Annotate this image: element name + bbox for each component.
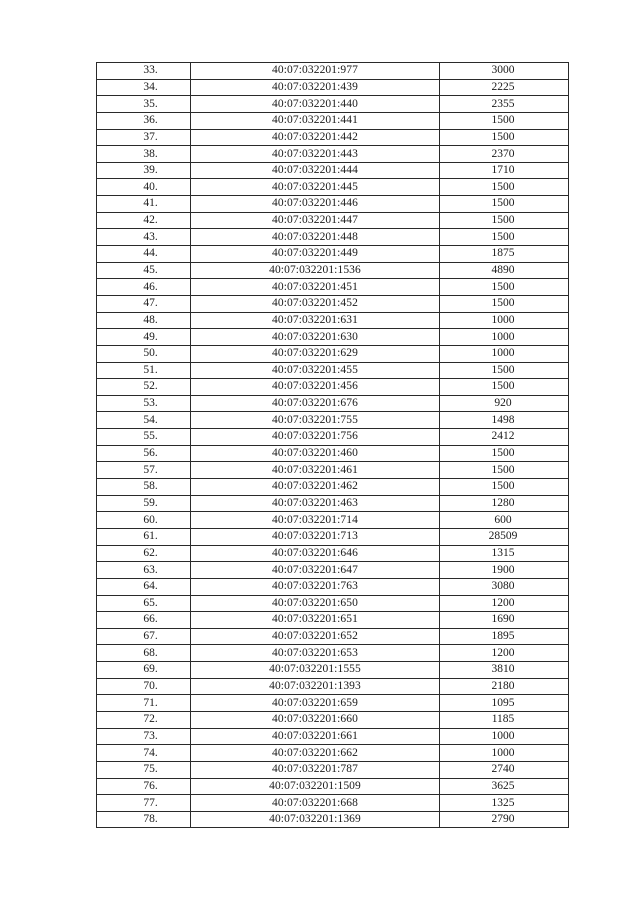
row-number-cell: 58. [97,479,191,496]
table-row [97,778,569,795]
cadastral-number-cell: 40:07:032201:460 [191,445,440,462]
area-cell: 3080 [440,578,569,595]
table-row [97,728,569,745]
cadastral-number-cell: 40:07:032201:652 [191,628,440,645]
area-cell: 1498 [440,412,569,429]
cadastral-number-cell: 40:07:032201:455 [191,362,440,379]
table-row [97,795,569,812]
cadastral-number-cell: 40:07:032201:977 [191,63,440,80]
row-number-cell: 73. [97,728,191,745]
cadastral-number-cell: 40:07:032201:462 [191,479,440,496]
cadastral-number-cell: 40:07:032201:461 [191,462,440,479]
area-cell: 1900 [440,562,569,579]
table-row [97,362,569,379]
table-row [97,711,569,728]
row-number-cell: 51. [97,362,191,379]
table-row [97,628,569,645]
table-row [97,329,569,346]
cadastral-number-cell: 40:07:032201:439 [191,79,440,96]
area-cell: 2790 [440,811,569,828]
area-cell: 2180 [440,678,569,695]
row-number-cell: 60. [97,512,191,529]
area-cell: 2412 [440,429,569,446]
table-row [97,429,569,446]
table-row [97,196,569,213]
area-cell: 1500 [440,279,569,296]
cadastral-number-cell: 40:07:032201:646 [191,545,440,562]
area-cell: 1875 [440,246,569,263]
row-number-cell: 53. [97,395,191,412]
table-row [97,662,569,679]
row-number-cell: 55. [97,429,191,446]
row-number-cell: 43. [97,229,191,246]
table-row [97,545,569,562]
cadastral-number-cell: 40:07:032201:445 [191,179,440,196]
cadastral-number-cell: 40:07:032201:629 [191,345,440,362]
cadastral-number-cell: 40:07:032201:755 [191,412,440,429]
area-cell: 2225 [440,79,569,96]
row-number-cell: 50. [97,345,191,362]
area-cell: 3000 [440,63,569,80]
table-row [97,229,569,246]
row-number-cell: 75. [97,761,191,778]
area-cell: 1200 [440,645,569,662]
row-number-cell: 37. [97,129,191,146]
table-row [97,645,569,662]
row-number-cell: 69. [97,662,191,679]
area-cell: 4890 [440,262,569,279]
area-cell: 1000 [440,312,569,329]
row-number-cell: 56. [97,445,191,462]
table-row [97,312,569,329]
row-number-cell: 62. [97,545,191,562]
area-cell: 1500 [440,362,569,379]
cadastral-number-cell: 40:07:032201:1369 [191,811,440,828]
table-row [97,562,569,579]
cadastral-number-cell: 40:07:032201:763 [191,578,440,595]
area-cell: 1500 [440,129,569,146]
table-row [97,761,569,778]
area-cell: 1500 [440,479,569,496]
area-cell: 3810 [440,662,569,679]
table-row [97,246,569,263]
cadastral-number-cell: 40:07:032201:651 [191,612,440,629]
area-cell: 1325 [440,795,569,812]
area-cell: 1000 [440,745,569,762]
row-number-cell: 66. [97,612,191,629]
table-row [97,79,569,96]
table-row [97,146,569,163]
area-cell: 1280 [440,495,569,512]
row-number-cell: 38. [97,146,191,163]
cadastral-number-cell: 40:07:032201:449 [191,246,440,263]
cadastral-number-cell: 40:07:032201:668 [191,795,440,812]
cadastral-number-cell: 40:07:032201:661 [191,728,440,745]
area-cell: 600 [440,512,569,529]
row-number-cell: 41. [97,196,191,213]
cadastral-number-cell: 40:07:032201:441 [191,112,440,129]
row-number-cell: 71. [97,695,191,712]
area-cell: 1000 [440,728,569,745]
row-number-cell: 49. [97,329,191,346]
area-cell: 1500 [440,445,569,462]
table-row [97,379,569,396]
cadastral-number-cell: 40:07:032201:448 [191,229,440,246]
area-cell: 1895 [440,628,569,645]
area-cell: 1315 [440,545,569,562]
row-number-cell: 33. [97,63,191,80]
row-number-cell: 39. [97,162,191,179]
row-number-cell: 65. [97,595,191,612]
table-row [97,412,569,429]
table-row [97,528,569,545]
row-number-cell: 42. [97,212,191,229]
row-number-cell: 57. [97,462,191,479]
row-number-cell: 47. [97,295,191,312]
row-number-cell: 78. [97,811,191,828]
cadastral-number-cell: 40:07:032201:447 [191,212,440,229]
table-row [97,512,569,529]
cadastral-number-cell: 40:07:032201:444 [191,162,440,179]
area-cell: 1500 [440,212,569,229]
table-row [97,495,569,512]
area-cell: 1095 [440,695,569,712]
area-cell: 1500 [440,295,569,312]
cadastral-table [96,62,569,828]
area-cell: 1690 [440,612,569,629]
row-number-cell: 68. [97,645,191,662]
cadastral-number-cell: 40:07:032201:446 [191,196,440,213]
cadastral-number-cell: 40:07:032201:443 [191,146,440,163]
table-row [97,262,569,279]
cadastral-number-cell: 40:07:032201:1536 [191,262,440,279]
table-row [97,212,569,229]
table-row [97,179,569,196]
area-cell: 2370 [440,146,569,163]
row-number-cell: 72. [97,711,191,728]
row-number-cell: 74. [97,745,191,762]
cadastral-number-cell: 40:07:032201:676 [191,395,440,412]
area-cell: 3625 [440,778,569,795]
cadastral-number-cell: 40:07:032201:442 [191,129,440,146]
table-row [97,445,569,462]
area-cell: 1200 [440,595,569,612]
cadastral-number-cell: 40:07:032201:660 [191,711,440,728]
cadastral-number-cell: 40:07:032201:456 [191,379,440,396]
cadastral-number-cell: 40:07:032201:650 [191,595,440,612]
cadastral-number-cell: 40:07:032201:787 [191,761,440,778]
area-cell: 1500 [440,196,569,213]
row-number-cell: 70. [97,678,191,695]
table-row [97,578,569,595]
area-cell: 1500 [440,179,569,196]
area-cell: 1000 [440,329,569,346]
table-row [97,479,569,496]
table-row [97,678,569,695]
area-cell: 2740 [440,761,569,778]
area-cell: 1185 [440,711,569,728]
table-row [97,295,569,312]
table-row [97,162,569,179]
area-cell: 1000 [440,345,569,362]
cadastral-number-cell: 40:07:032201:713 [191,528,440,545]
table-row [97,63,569,80]
table-row [97,811,569,828]
table-row [97,745,569,762]
cadastral-number-cell: 40:07:032201:1509 [191,778,440,795]
row-number-cell: 76. [97,778,191,795]
area-cell: 1500 [440,462,569,479]
table-row [97,129,569,146]
row-number-cell: 54. [97,412,191,429]
row-number-cell: 44. [97,246,191,263]
table-row [97,595,569,612]
row-number-cell: 48. [97,312,191,329]
area-cell: 28509 [440,528,569,545]
cadastral-number-cell: 40:07:032201:1555 [191,662,440,679]
cadastral-number-cell: 40:07:032201:647 [191,562,440,579]
row-number-cell: 67. [97,628,191,645]
row-number-cell: 45. [97,262,191,279]
area-cell: 1500 [440,379,569,396]
cadastral-number-cell: 40:07:032201:756 [191,429,440,446]
table-row [97,462,569,479]
row-number-cell: 35. [97,96,191,113]
area-cell: 920 [440,395,569,412]
cadastral-number-cell: 40:07:032201:631 [191,312,440,329]
cadastral-number-cell: 40:07:032201:714 [191,512,440,529]
row-number-cell: 46. [97,279,191,296]
cadastral-number-cell: 40:07:032201:662 [191,745,440,762]
cadastral-number-cell: 40:07:032201:463 [191,495,440,512]
cadastral-number-cell: 40:07:032201:440 [191,96,440,113]
table-row [97,612,569,629]
row-number-cell: 64. [97,578,191,595]
area-cell: 1710 [440,162,569,179]
cadastral-number-cell: 40:07:032201:451 [191,279,440,296]
table-row [97,695,569,712]
cadastral-number-cell: 40:07:032201:653 [191,645,440,662]
cadastral-number-cell: 40:07:032201:659 [191,695,440,712]
table-body [97,63,569,828]
table-row [97,279,569,296]
cadastral-number-cell: 40:07:032201:1393 [191,678,440,695]
row-number-cell: 34. [97,79,191,96]
row-number-cell: 52. [97,379,191,396]
cadastral-number-cell: 40:07:032201:452 [191,295,440,312]
row-number-cell: 36. [97,112,191,129]
row-number-cell: 59. [97,495,191,512]
area-cell: 1500 [440,229,569,246]
table-row [97,345,569,362]
table-row [97,395,569,412]
row-number-cell: 77. [97,795,191,812]
area-cell: 1500 [440,112,569,129]
row-number-cell: 40. [97,179,191,196]
cadastral-number-cell: 40:07:032201:630 [191,329,440,346]
row-number-cell: 63. [97,562,191,579]
table-row [97,112,569,129]
table-row [97,96,569,113]
area-cell: 2355 [440,96,569,113]
row-number-cell: 61. [97,528,191,545]
